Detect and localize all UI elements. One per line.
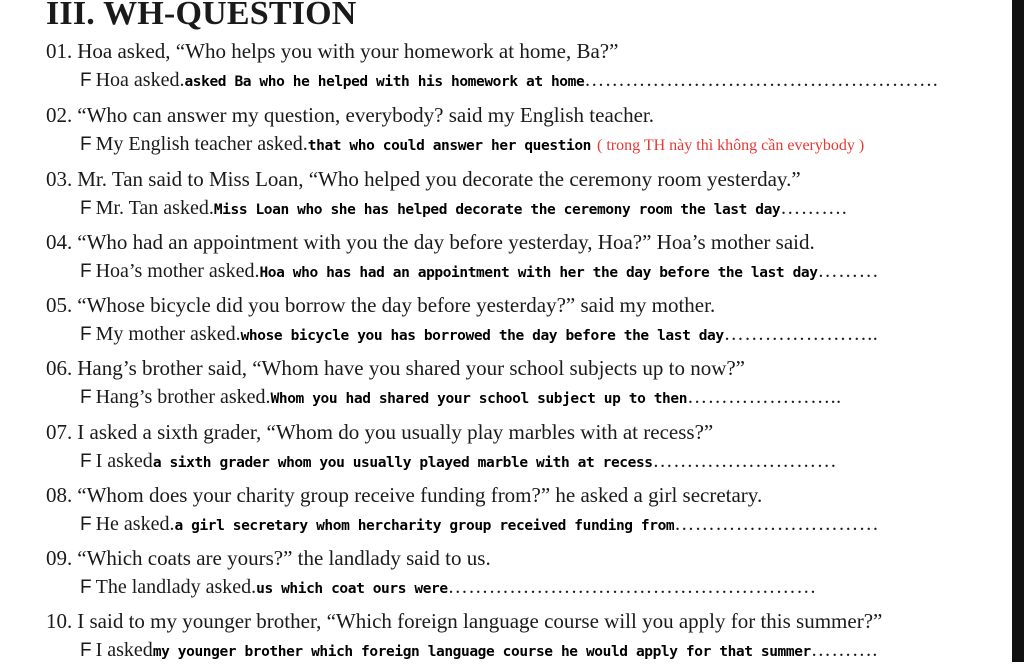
arrow-marker: F bbox=[80, 70, 92, 91]
answer-prompt: The landlady asked. bbox=[95, 576, 257, 598]
question-number: 05. bbox=[46, 293, 73, 317]
question-line bbox=[46, 608, 882, 634]
handwritten-answer: a girl secretary whom hercharity group received funding from bbox=[174, 518, 675, 534]
exercise-item-04 bbox=[0, 229, 1012, 291]
question-text: “Which coats are yours?” the landlady said to us. bbox=[77, 546, 491, 570]
answer-prompt: My English teacher asked. bbox=[95, 133, 308, 155]
answer-prompt: Hang’s brother asked. bbox=[95, 386, 271, 408]
question-line bbox=[46, 229, 815, 255]
dotted-fill: ………………………… bbox=[674, 513, 880, 535]
question-number: 07. bbox=[46, 420, 73, 444]
dotted-fill: ………………….. bbox=[687, 386, 842, 408]
question-line bbox=[46, 355, 745, 381]
arrow-marker: F bbox=[80, 577, 92, 598]
arrow-marker: F bbox=[80, 451, 92, 472]
exercise-item-08 bbox=[0, 482, 1012, 544]
question-text: Hoa asked, “Who helps you with your homework at home, Ba?” bbox=[77, 39, 619, 63]
answer-line bbox=[80, 448, 837, 476]
answer-prompt: Hoa asked. bbox=[95, 69, 185, 91]
handwritten-answer: a sixth grader whom you usually played marble with at recess bbox=[152, 455, 653, 471]
answer-prompt: He asked. bbox=[95, 513, 175, 535]
answer-line bbox=[80, 637, 878, 665]
dotted-fill: ………………….. bbox=[723, 323, 879, 345]
question-line bbox=[46, 292, 715, 318]
exercise-item-06 bbox=[0, 355, 1012, 417]
teacher-note: ( trong TH này thì không cần everybody ) bbox=[597, 137, 865, 154]
exercise-item-10 bbox=[0, 608, 1012, 670]
question-text: “Who can answer my question, everybody? said my English teacher. bbox=[77, 103, 654, 127]
dotted-fill: ……… bbox=[817, 260, 880, 282]
answer-prompt: My mother asked. bbox=[95, 323, 241, 345]
question-text: I asked a sixth grader, “Whom do you usually play marbles with at recess?” bbox=[77, 420, 714, 444]
question-line bbox=[46, 166, 801, 192]
question-number: 09. bbox=[46, 546, 73, 570]
exercise-item-09 bbox=[0, 545, 1012, 607]
section-title: III. WH-QUESTION bbox=[46, 0, 357, 32]
question-line bbox=[46, 419, 713, 445]
handwritten-answer: Miss Loan who she has helped decorate the ceremony room the last day bbox=[213, 202, 781, 218]
answer-line bbox=[80, 258, 879, 286]
question-number: 06. bbox=[46, 356, 73, 380]
question-line bbox=[46, 482, 762, 508]
question-number: 03. bbox=[46, 167, 73, 191]
question-text: Mr. Tan said to Miss Loan, “Who helped you decorate the ceremony room yesterday.” bbox=[77, 167, 801, 191]
arrow-marker: F bbox=[80, 261, 92, 282]
question-number: 04. bbox=[46, 230, 73, 254]
exercise-item-03 bbox=[0, 166, 1012, 228]
handwritten-answer: us which coat ours were bbox=[256, 581, 448, 597]
dotted-fill: ……………………………………………… bbox=[447, 576, 817, 598]
arrow-marker: F bbox=[80, 134, 92, 155]
exercise-item-07 bbox=[0, 419, 1012, 481]
question-number: 08. bbox=[46, 483, 73, 507]
handwritten-answer: my younger brother which foreign language course he would apply for that summer bbox=[152, 644, 811, 660]
exercise-item-01 bbox=[0, 38, 1012, 100]
dotted-fill: ……………………… bbox=[652, 450, 838, 472]
answer-prompt: I asked bbox=[95, 450, 153, 472]
arrow-marker: F bbox=[80, 324, 92, 345]
handwritten-answer: whose bicycle you has borrowed the day before the last day bbox=[240, 328, 724, 344]
question-number: 02. bbox=[46, 103, 73, 127]
dotted-fill: ………. bbox=[780, 197, 848, 219]
dotted-fill: ……………………………………………. bbox=[584, 69, 939, 91]
question-text: I said to my younger brother, “Which foreign language course will you apply for this summer?” bbox=[77, 609, 883, 633]
question-line bbox=[46, 38, 618, 64]
question-line bbox=[46, 102, 654, 128]
question-text: “Who had an appointment with you the day before yesterday, Hoa?” Hoa’s mother said. bbox=[77, 230, 815, 254]
handwritten-answer: asked Ba who he helped with his homework at home bbox=[184, 74, 585, 90]
question-text: “Whom does your charity group receive funding from?” he asked a girl secretary. bbox=[77, 483, 763, 507]
exercise-item-05 bbox=[0, 292, 1012, 354]
question-number: 01. bbox=[46, 39, 73, 63]
answer-prompt: Mr. Tan asked. bbox=[95, 197, 214, 219]
answer-line bbox=[80, 131, 864, 159]
answer-line bbox=[80, 574, 817, 602]
handwritten-answer: that who could answer her question bbox=[307, 138, 591, 154]
answer-prompt: Hoa’s mother asked. bbox=[95, 260, 260, 282]
page-edge-border bbox=[1012, 0, 1024, 662]
answer-line bbox=[80, 195, 847, 223]
handwritten-answer: Hoa who has had an appointment with her the day before the last day bbox=[259, 265, 818, 281]
arrow-marker: F bbox=[80, 387, 92, 408]
question-text: “Whose bicycle did you borrow the day before yesterday?” said my mother. bbox=[77, 293, 716, 317]
arrow-marker: F bbox=[80, 198, 92, 219]
dotted-fill: ………. bbox=[810, 639, 878, 661]
answer-prompt: I asked bbox=[95, 639, 153, 661]
answer-line bbox=[80, 511, 879, 539]
question-line bbox=[46, 545, 491, 571]
handwritten-answer: Whom you had shared your school subject up to then bbox=[270, 391, 688, 407]
question-number: 10. bbox=[46, 609, 73, 633]
question-text: Hang’s brother said, “Whom have you shared your school subjects up to now?” bbox=[77, 356, 746, 380]
answer-line bbox=[80, 67, 938, 95]
answer-line bbox=[80, 321, 878, 349]
arrow-marker: F bbox=[80, 514, 92, 535]
arrow-marker: F bbox=[80, 640, 92, 661]
exercise-item-02 bbox=[0, 102, 1012, 164]
answer-line bbox=[80, 384, 842, 412]
